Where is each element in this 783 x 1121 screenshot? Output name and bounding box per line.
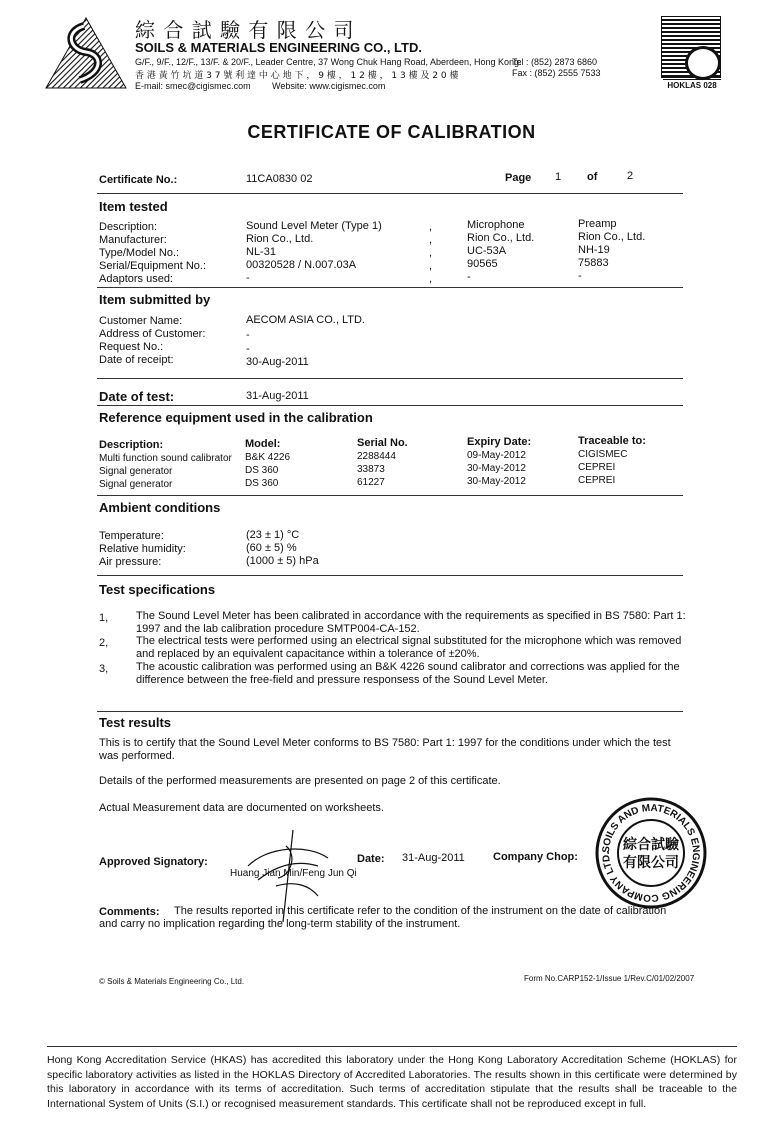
reference-col-traceable: Traceable to: xyxy=(578,435,646,447)
reference-serial: 2288444 xyxy=(357,451,396,462)
company-name-chinese: 綜 合 試 驗 有 限 公 司 xyxy=(135,18,355,42)
results-worksheets: Actual Measurement data are documented on worksheets. xyxy=(99,802,384,814)
customer-name: AECOM ASIA CO., LTD. xyxy=(246,314,365,326)
company-name-english: SOILS & MATERIALS ENGINEERING CO., LTD. xyxy=(135,40,422,55)
test-specifications-heading: Test specifications xyxy=(99,582,216,597)
reference-col-expiry: Expiry Date: xyxy=(467,436,532,448)
label-manufacturer: Manufacturer: xyxy=(99,234,167,246)
item-tested-meter xyxy=(246,220,382,285)
divider xyxy=(97,711,683,712)
signatory-name: Huang Jian Min/Feng Jun Qi xyxy=(230,868,357,879)
copyright-notice: © Soils & Materials Engineering Co., Ltd. xyxy=(99,977,245,986)
ambient-conditions-heading: Ambient conditions xyxy=(99,500,221,515)
meter-manufacturer: Rion Co., Ltd. xyxy=(246,233,314,245)
spec-text: The electrical tests were performed using an electrical signal substituted for the microphone which was removed and replaced by an equivalent capacitance within a tolerance of ±20%. xyxy=(136,635,682,660)
item-tested-labels xyxy=(99,221,206,286)
reference-serials xyxy=(357,450,396,489)
meter-description: Sound Level Meter (Type 1) xyxy=(246,220,382,232)
label-date-of-receipt: Date of receipt: xyxy=(99,354,174,366)
date-of-test-value: 31-Aug-2011 xyxy=(246,390,309,402)
reference-models xyxy=(245,451,290,490)
item-tested-commas xyxy=(429,221,432,286)
reference-traceable: CIGISMEC xyxy=(578,449,628,460)
label-relative-humidity: Relative humidity: xyxy=(99,543,186,555)
preamp-manufacturer: Rion Co., Ltd. xyxy=(578,231,646,243)
page-label: Page xyxy=(505,172,532,184)
reference-description: Multi function sound calibrator xyxy=(99,453,232,464)
microphone-manufacturer: Rion Co., Ltd. xyxy=(467,232,535,244)
reference-expiry: 30-May-2012 xyxy=(467,463,526,474)
reference-expiry: 09-May-2012 xyxy=(467,450,526,461)
label-customer-name: Customer Name: xyxy=(99,315,183,327)
comments-text: The results reported in this certificate refer to the condition of the instrument on the date of calibration and carry no implication regarding the long-term stability of the instrument. xyxy=(99,905,667,930)
reference-expiry: 30-May-2012 xyxy=(467,476,526,487)
meter-model: NL-31 xyxy=(246,246,276,258)
preamp-description: Preamp xyxy=(578,218,617,230)
date-of-test-label: Date of test: xyxy=(99,389,175,404)
separator-comma: , xyxy=(429,221,433,233)
date-of-receipt: 30-Aug-2011 xyxy=(246,356,309,368)
pressure-value: (1000 ± 5) hPa xyxy=(246,555,319,567)
meter-serial: 00320528 / N.007.03A xyxy=(246,259,357,271)
reference-col-description: Description: xyxy=(99,439,164,451)
separator-comma: , xyxy=(429,260,433,272)
hoklas-logo xyxy=(661,16,721,92)
signature-date-label: Date: xyxy=(357,853,385,865)
results-details: Details of the performed measurements are presented on page 2 of this certificate. xyxy=(99,775,501,787)
reference-traceable: CEPREI xyxy=(578,475,616,486)
reference-col-serial: Serial No. xyxy=(357,437,408,449)
company-website: Website: www.cigismec.com xyxy=(272,81,386,91)
reference-col-model: Model: xyxy=(245,438,281,450)
microphone-adaptors: - xyxy=(467,271,471,283)
certificate-title: CERTIFICATE OF CALIBRATION xyxy=(247,122,536,142)
label-type-model: Type/Model No.: xyxy=(99,247,180,259)
preamp-model: NH-19 xyxy=(578,244,610,256)
page-of-label: of xyxy=(587,171,598,183)
reference-traceability xyxy=(578,448,627,487)
ambient-values xyxy=(246,529,319,568)
signature-date: 31-Aug-2011 xyxy=(402,852,465,864)
reference-model: DS 360 xyxy=(245,465,279,476)
divider xyxy=(97,378,683,379)
label-request-number: Request No.: xyxy=(99,341,164,353)
form-number: Form No.CARP152-1/Issue 1/Rev.C/01/02/2007 xyxy=(524,974,695,983)
approved-signatory-label: Approved Signatory: xyxy=(99,856,208,868)
temperature-value: (23 ± 1) °C xyxy=(246,529,300,541)
divider xyxy=(97,193,683,194)
reference-serial: 61227 xyxy=(357,477,385,488)
spec-text: The Sound Level Meter has been calibrated in accordance with the requirements as specified in BS 7580: Part 1: 1997 and the lab calibration procedure SMTP004-CA-152. xyxy=(136,610,686,635)
test-results-heading: Test results xyxy=(99,715,172,730)
request-number: - xyxy=(246,343,250,355)
item-tested-heading: Item tested xyxy=(99,199,168,214)
divider xyxy=(97,405,683,406)
company-email: E-mail: smec@cigismec.com xyxy=(135,81,251,91)
stamp-center-text-1: 綜合試驗 xyxy=(623,837,679,853)
spec-number: 1, xyxy=(99,612,109,624)
label-adaptors: Adaptors used: xyxy=(99,273,173,285)
ambient-labels xyxy=(99,530,186,569)
hkas-accreditation-footer: Hong Kong Accreditation Service (HKAS) has accredited this laboratory under the Hong Kong Laboratory Accreditation Scheme (HOKLAS) for specific laboratory activities as listed in the HOKLAS Directory of Accredited Laboratories. The results shown in this certificate were determined by this laboratory in accordance with its terms of accreditation. Such terms of accreditation stipulate that the results shall be traceable to the International System of Units (S.I.) or recognised measurement standards. This certificate shall not be reproduced except in full. xyxy=(47,1054,737,1110)
stamp-center-text-2: 有限公司 xyxy=(623,855,679,871)
reference-serial: 33873 xyxy=(357,464,385,475)
separator-comma: , xyxy=(429,273,433,285)
divider xyxy=(97,575,683,576)
label-serial-number: Serial/Equipment No.: xyxy=(99,260,206,272)
label-air-pressure: Air pressure: xyxy=(99,556,162,568)
spec-number: 2, xyxy=(99,637,109,649)
reference-traceable: CEPREI xyxy=(578,462,616,473)
page-total: 2 xyxy=(627,170,634,182)
preamp-serial: 75883 xyxy=(578,257,609,269)
hoklas-logo-label: HOKLAS 028 xyxy=(663,79,721,90)
company-tel: Tel : (852) 2873 6860 xyxy=(512,57,598,67)
microphone-serial: 90565 xyxy=(467,258,498,270)
company-fax: Fax : (852) 2555 7533 xyxy=(512,68,601,78)
preamp-adaptors: - xyxy=(578,270,582,282)
reference-model: B&K 4226 xyxy=(245,452,291,463)
divider xyxy=(47,1046,737,1047)
spec-text: The acoustic calibration was performed using an B&K 4226 sound calibrator and corrections was applied for the difference between the free-field and pressure responsess of the Sound Level Meter. xyxy=(136,661,680,686)
company-chop-stamp xyxy=(595,797,707,909)
spec-number: 3, xyxy=(99,663,109,675)
company-logo xyxy=(44,16,128,90)
label-temperature: Temperature: xyxy=(99,530,164,542)
item-submitted-heading: Item submitted by xyxy=(99,292,211,307)
separator-comma: , xyxy=(429,234,433,246)
item-submitted-labels xyxy=(99,315,205,367)
company-chop-label: Company Chop: xyxy=(493,851,578,863)
customer-address: - xyxy=(246,329,250,341)
meter-adaptors: - xyxy=(246,272,250,284)
company-address-english: G/F., 9/F., 12/F., 13/F. & 20/F., Leader Centre, 37 Wong Chuk Hang Road, Aberdeen, Hong Kong. xyxy=(135,57,522,67)
divider xyxy=(97,495,683,496)
reference-expiry-dates xyxy=(467,449,526,488)
separator-comma: , xyxy=(429,247,433,259)
item-submitted-values xyxy=(246,314,365,369)
reference-description: Signal generator xyxy=(99,466,173,477)
hoklas-logo-s xyxy=(685,46,721,80)
microphone-description: Microphone xyxy=(467,219,525,231)
microphone-model: UC-53A xyxy=(467,245,507,257)
results-certification: This is to certify that the Sound Level Meter conforms to BS 7580: Part 1: 1997 for the conditions under which the test was performed. xyxy=(99,737,671,762)
reference-description: Signal generator xyxy=(99,479,173,490)
certificate-number-label: Certificate No.: xyxy=(99,174,178,186)
page-number: 1 xyxy=(555,171,562,183)
item-tested-microphone xyxy=(467,219,534,284)
label-description: Description: xyxy=(99,221,158,233)
certificate-number: 11CA0830 02 xyxy=(246,173,313,185)
reference-descriptions xyxy=(99,452,232,491)
comments-label: Comments: xyxy=(99,906,160,918)
label-customer-address: Address of Customer: xyxy=(99,328,206,340)
reference-equipment-heading: Reference equipment used in the calibration xyxy=(99,410,373,425)
divider xyxy=(97,287,683,288)
stamp-ring-text: SOILS AND MATERIALS ENGINEERING COMPANY LTD. xyxy=(600,802,702,904)
reference-model: DS 360 xyxy=(245,478,279,489)
company-address-chinese: 香 港 黃 竹 坑 道 3 7 號 利 達 中 心 地 下 ， 9 樓 ， 1 2 樓 ， 1 3 樓 及 2 0 樓 xyxy=(135,71,459,81)
humidity-value: (60 ± 5) % xyxy=(246,542,297,554)
item-tested-preamp xyxy=(578,218,645,283)
